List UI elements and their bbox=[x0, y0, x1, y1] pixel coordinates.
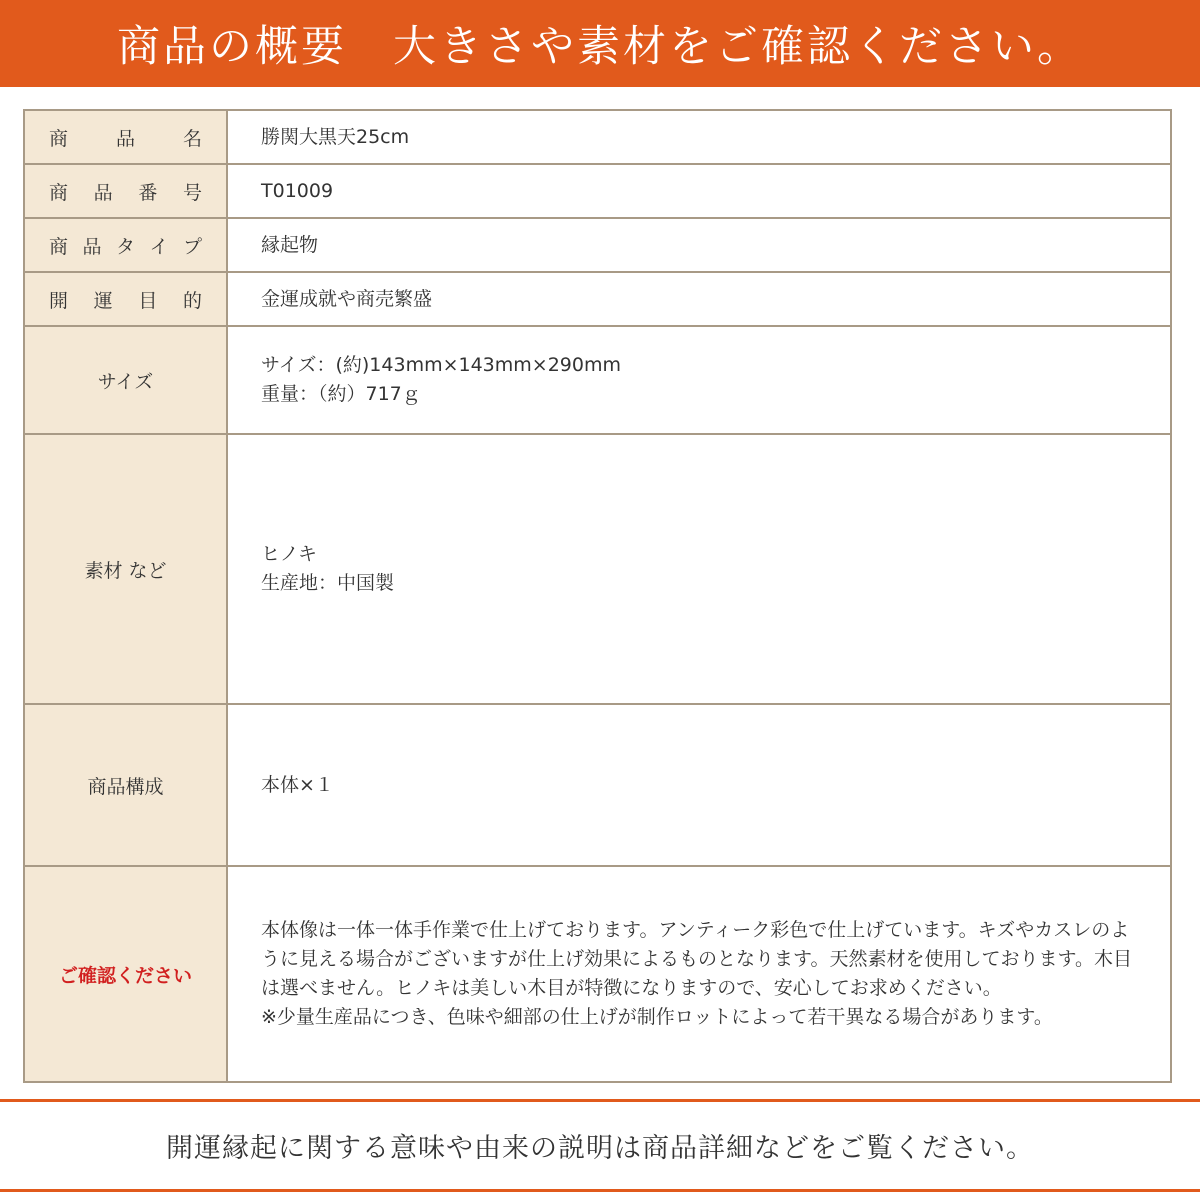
label-char: 商 bbox=[49, 181, 69, 204]
material-wood: ヒノキ bbox=[261, 543, 318, 565]
label-char: 品 bbox=[115, 127, 135, 150]
table-row-purpose bbox=[24, 272, 1171, 326]
label-char: 番 bbox=[138, 181, 158, 204]
label-char: 品 bbox=[82, 235, 102, 258]
row-value-product-type: 縁起物 bbox=[227, 218, 1171, 272]
label-char: 運 bbox=[93, 289, 113, 312]
label-char: 目 bbox=[138, 289, 158, 312]
label-char: 的 bbox=[182, 289, 202, 312]
row-label-product-type bbox=[24, 218, 227, 272]
footer-bottom-divider bbox=[0, 1189, 1200, 1192]
label-char: プ bbox=[182, 235, 202, 258]
row-label-purpose bbox=[24, 272, 227, 326]
row-value-notice bbox=[227, 866, 1171, 1082]
page-title: 商品の概要 大きさや素材をご確認ください。 bbox=[117, 22, 1083, 72]
label-char: 名 bbox=[182, 127, 202, 150]
size-dimensions: サイズ：(約)143mm×143mm×290mm bbox=[261, 354, 621, 376]
footer-top-divider bbox=[0, 1099, 1200, 1102]
product-spec-table bbox=[23, 109, 1172, 1083]
label-char: 商 bbox=[49, 127, 69, 150]
table-row-notice bbox=[24, 866, 1171, 1082]
material-origin: 生産地：中国製 bbox=[261, 572, 395, 594]
row-value-product-number: T01009 bbox=[227, 164, 1171, 218]
table-row-contents bbox=[24, 704, 1171, 866]
row-label-notice: ご確認ください bbox=[24, 866, 227, 1082]
notice-text: 本体像は一体一体手作業で仕上げております。アンティーク彩色で仕上げています。キズやカスレのように見える場合がございますが仕上げ効果によるものとなります。天然素材を使用しております。木目は選べません。ヒノキは美しい木目が特徴になりますので、安心してお求めください。 bbox=[261, 919, 1132, 999]
page-title-banner bbox=[0, 0, 1200, 87]
row-value-purpose: 金運成就や商売繁盛 bbox=[227, 272, 1171, 326]
row-label-product-name bbox=[24, 110, 227, 164]
label-char: 品 bbox=[93, 181, 113, 204]
notice-footnote: ※少量生産品につき、色味や細部の仕上げが制作ロットによって若干異なる場合があります。 bbox=[261, 1006, 1053, 1028]
table-row-product-type bbox=[24, 218, 1171, 272]
label-char: 開 bbox=[49, 289, 69, 312]
label-char: タ bbox=[115, 235, 135, 258]
row-value-contents: 本体×１ bbox=[227, 704, 1171, 866]
row-label-material: 素材 など bbox=[24, 434, 227, 704]
row-value-size bbox=[227, 326, 1171, 434]
table-row-product-name bbox=[24, 110, 1171, 164]
table-row-material bbox=[24, 434, 1171, 704]
row-value-product-name: 勝関大黒天25cm bbox=[227, 110, 1171, 164]
row-label-contents: 商品構成 bbox=[24, 704, 227, 866]
row-label-product-number bbox=[24, 164, 227, 218]
label-char: イ bbox=[149, 235, 169, 258]
table-row-size bbox=[24, 326, 1171, 434]
table-row-product-number bbox=[24, 164, 1171, 218]
label-char: 商 bbox=[49, 235, 69, 258]
size-weight: 重量：（約）717ｇ bbox=[261, 383, 421, 405]
row-value-material bbox=[227, 434, 1171, 704]
footer-message: 開運縁起に関する意味や由来の説明は商品詳細などをご覧ください。 bbox=[166, 1132, 1034, 1164]
label-char: 号 bbox=[182, 181, 202, 204]
row-label-size: サイズ bbox=[24, 326, 227, 434]
